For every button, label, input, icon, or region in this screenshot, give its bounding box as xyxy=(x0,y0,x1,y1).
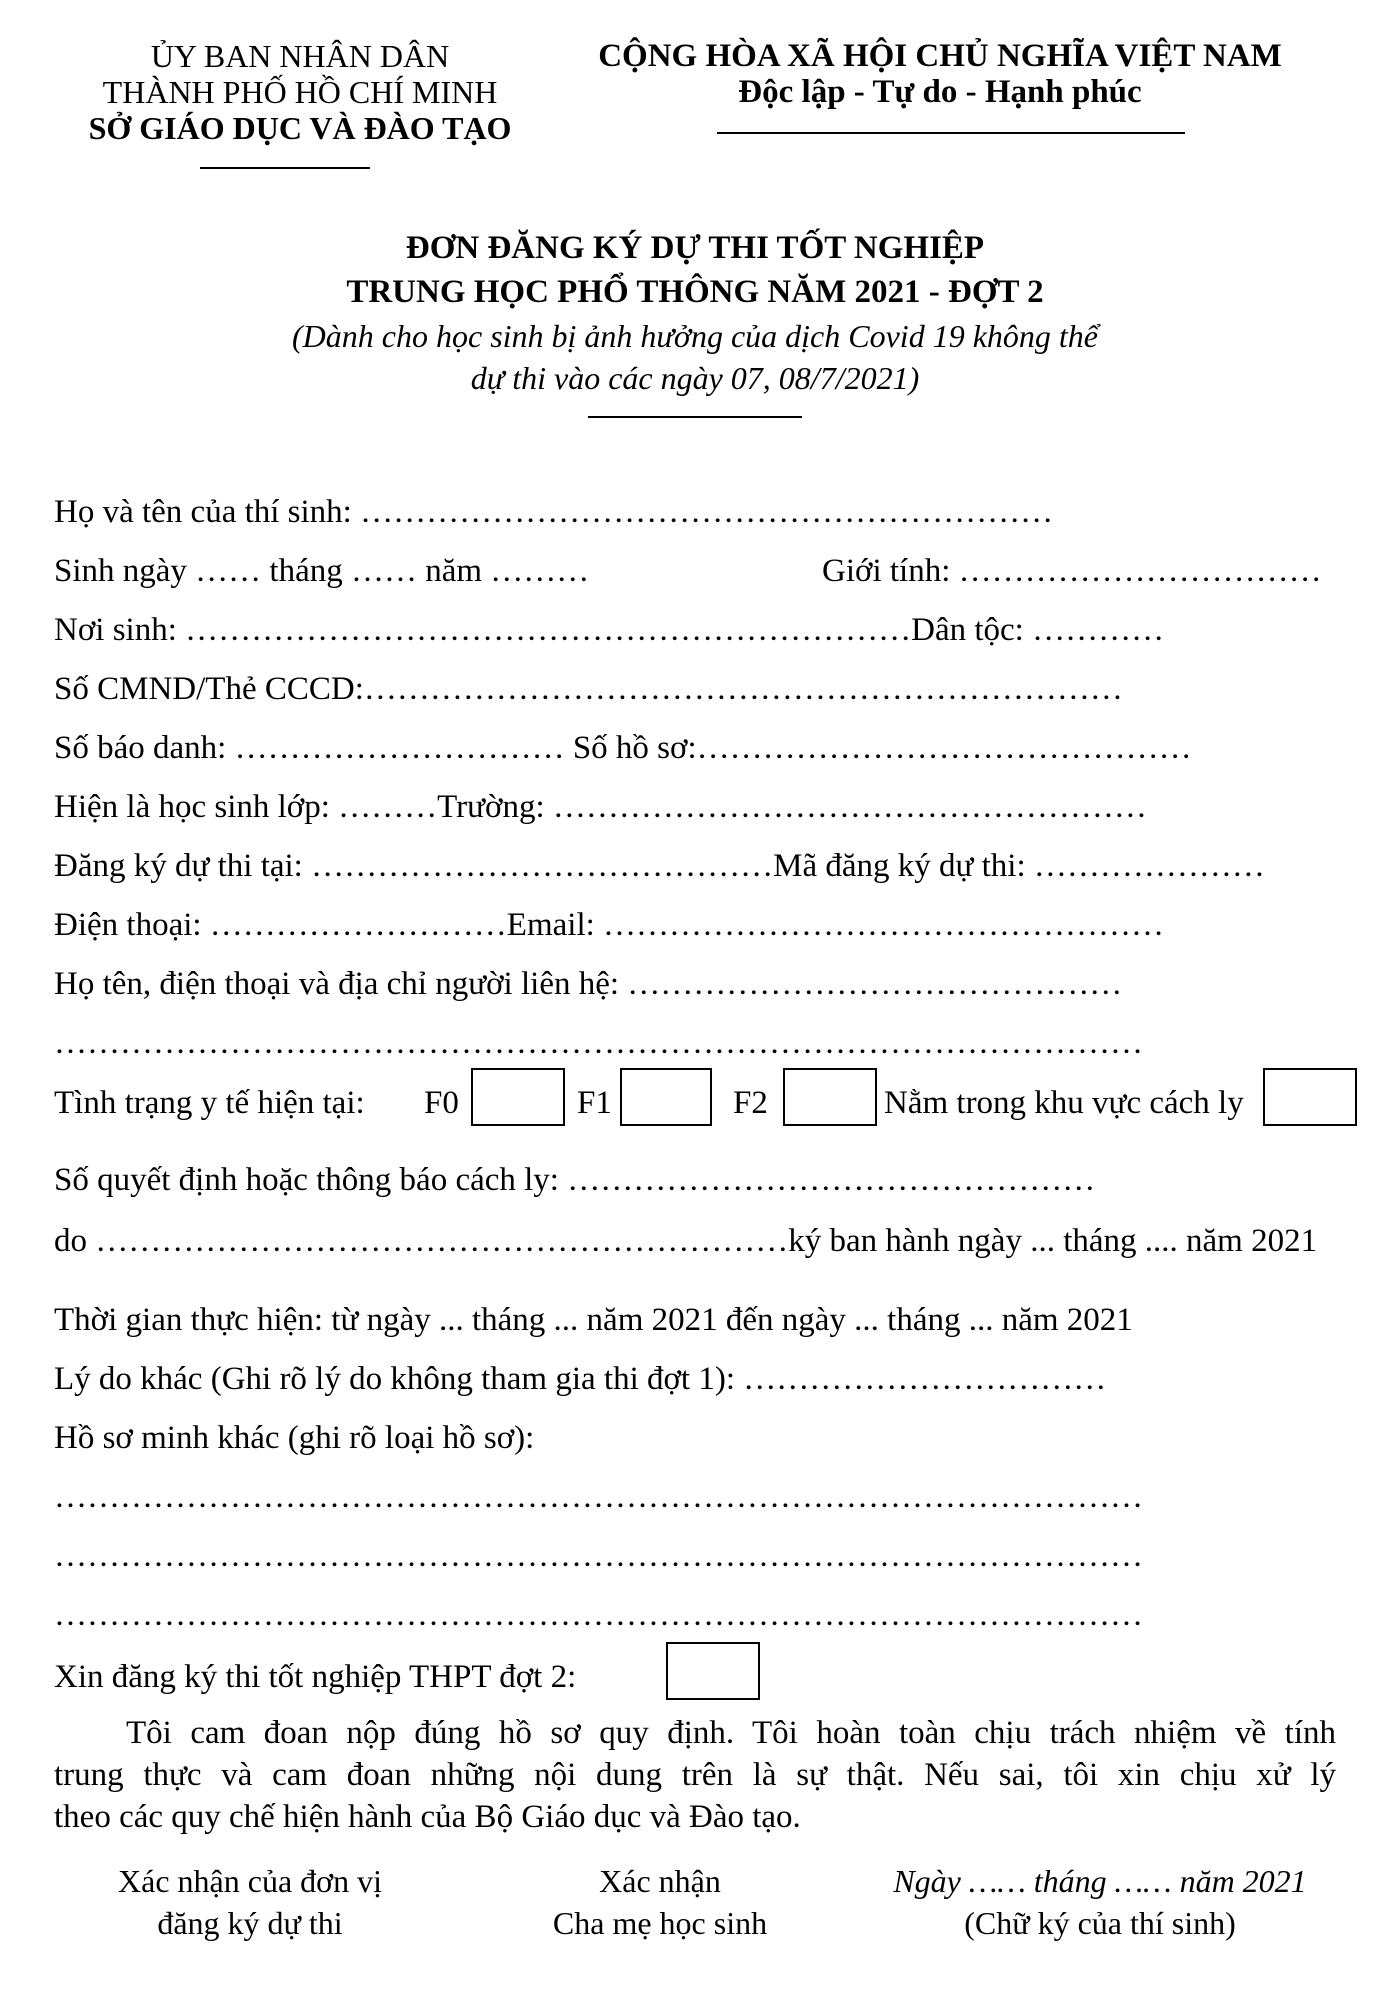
f1-label: F1 xyxy=(577,1085,612,1121)
field-exam-site: Đăng ký dự thi tại: ……………………………………Mã đăng ký dự thi: ………………… xyxy=(54,848,1265,884)
documents-line-1: ……………………………………………………………………………………… xyxy=(54,1479,1143,1515)
field-issued-by: do ………………………………………………………ký ban hành ngày ... tháng .... năm 2021 xyxy=(54,1223,1318,1259)
f2-label: F2 xyxy=(733,1085,768,1121)
commitment-line-3: theo các quy chế hiện hành của Bộ Giáo dục và Đào tạo. xyxy=(54,1799,801,1835)
form-title-line2: TRUNG HỌC PHỔ THÔNG NĂM 2021 - ĐỢT 2 xyxy=(346,274,1044,310)
field-candidate-number: Số báo danh: ………………………… Số hồ sơ:……………………………………… xyxy=(54,730,1192,766)
header-right xyxy=(560,38,1320,110)
register-round2-checkbox[interactable] xyxy=(666,1642,760,1700)
f0-label: F0 xyxy=(424,1085,459,1121)
header-left-underline xyxy=(200,167,370,169)
field-phone-email: Điện thoại: ………………………Email: …………………………………………… xyxy=(54,907,1165,943)
header-republic: CỘNG HÒA XÃ HỘI CHỦ NGHĨA VIỆT NAM xyxy=(598,38,1282,74)
signature-exam-unit-line2: đăng ký dự thi xyxy=(157,1905,343,1941)
documents-line-2: ……………………………………………………………………………………… xyxy=(54,1538,1143,1574)
register-round2-label: Xin đăng ký thi tốt nghiệp THPT đợt 2: xyxy=(54,1659,577,1695)
header-motto: Độc lập - Tự do - Hạnh phúc xyxy=(738,74,1142,110)
title-underline xyxy=(588,416,802,418)
field-class-school: Hiện là học sinh lớp: ………Trường: ……………………………………………… xyxy=(54,789,1147,825)
field-duration: Thời gian thực hiện: từ ngày ... tháng ... năm 2021 đến ngày ... tháng ... năm 2021 xyxy=(54,1302,1133,1338)
signature-parents-line1: Xác nhận xyxy=(599,1863,721,1899)
header-department: SỞ GIÁO DỤC VÀ ĐÀO TẠO xyxy=(88,110,512,146)
field-quarantine-decision: Số quyết định hoặc thông báo cách ly: ………………………………………… xyxy=(54,1162,1096,1198)
signature-parents-line2: Cha mẹ học sinh xyxy=(552,1905,768,1941)
form-note-line2: dự thi vào các ngày 07, 08/7/2021) xyxy=(470,360,920,396)
f0-checkbox[interactable] xyxy=(471,1068,565,1126)
header-city: THÀNH PHỐ HỒ CHÍ MINH xyxy=(102,74,498,110)
field-birthplace-ethnicity: Nơi sinh: …………………………………………………………Dân tộc: ………… xyxy=(54,612,1165,648)
field-full-name: Họ và tên của thí sinh: ……………………………………………………… xyxy=(54,494,1054,530)
field-date-of-birth: Sinh ngày …… tháng …… năm ……… xyxy=(54,553,590,589)
f2-checkbox[interactable] xyxy=(783,1068,877,1126)
signature-exam-unit-line1: Xác nhận của đơn vị xyxy=(118,1863,382,1899)
signature-candidate-label: (Chữ ký của thí sinh) xyxy=(964,1905,1236,1941)
commitment-line-2: trung thực và cam đoan những nội dung trên là sự thật. Nếu sai, tôi xin chịu xử lý xyxy=(54,1757,1336,1793)
form-title-line1: ĐƠN ĐĂNG KÝ DỰ THI TỐT NGHIỆP xyxy=(405,230,985,266)
health-status-label: Tình trạng y tế hiện tại: xyxy=(54,1085,365,1121)
signature-exam-unit xyxy=(40,1860,460,1944)
commitment-line-1: Tôi cam đoan nộp đúng hồ sơ quy định. Tôi hoàn toàn chịu trách nhiệm về tính xyxy=(126,1715,1336,1751)
field-id-card: Số CMND/Thẻ CCCD:…………………………………………………………… xyxy=(54,671,1123,707)
signature-candidate xyxy=(840,1860,1360,1944)
field-other-documents: Hồ sơ minh khác (ghi rõ loại hồ sơ): xyxy=(54,1420,535,1456)
f1-checkbox[interactable] xyxy=(620,1068,712,1126)
field-contact-continued: ……………………………………………………………………………………… xyxy=(54,1025,1143,1061)
quarantine-area-checkbox[interactable] xyxy=(1263,1068,1357,1126)
header-right-underline xyxy=(717,132,1185,134)
header-committee: ỦY BAN NHÂN DÂN xyxy=(150,38,450,74)
header-left xyxy=(40,38,560,146)
documents-line-3: ……………………………………………………………………………………… xyxy=(54,1597,1143,1633)
field-other-reason: Lý do khác (Ghi rõ lý do không tham gia thi đợt 1): …………………………… xyxy=(54,1361,1107,1397)
signature-date: Ngày …… tháng …… năm 2021 xyxy=(893,1863,1307,1899)
form-note-line1: (Dành cho học sinh bị ảnh hưởng của dịch Covid 19 không thể xyxy=(292,318,1098,354)
signature-parents xyxy=(460,1860,860,1944)
field-contact-person: Họ tên, điện thoại và địa chỉ người liên hệ: ……………………………………… xyxy=(54,966,1123,1002)
field-gender: Giới tính: …………………………… xyxy=(822,553,1322,589)
quarantine-area-label: Nằm trong khu vực cách ly xyxy=(884,1085,1244,1121)
